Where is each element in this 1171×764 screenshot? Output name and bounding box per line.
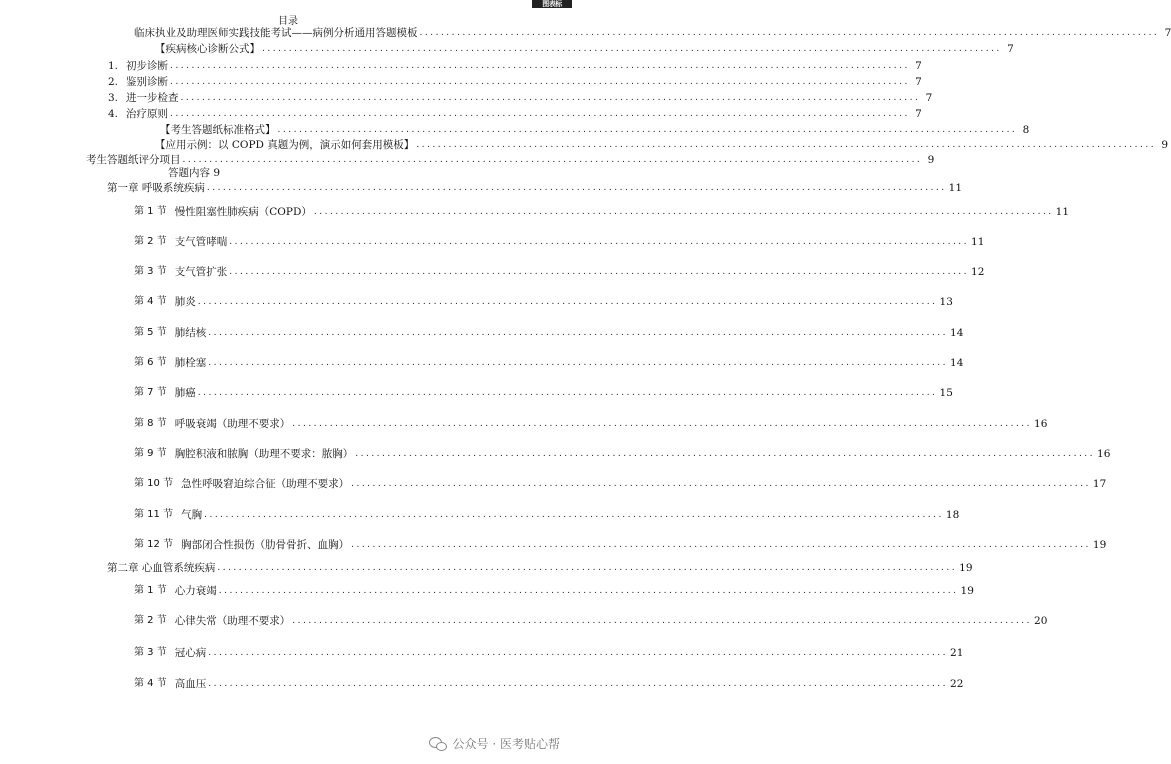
toc-entry-text: 肺栓塞 bbox=[174, 357, 207, 369]
leader-dots: .......................................................................................................................................... bbox=[204, 510, 944, 520]
leader-dots: .......................................................................................................................................... bbox=[262, 44, 1002, 54]
toc-section[interactable] bbox=[134, 417, 1048, 431]
toc-entry-text: 冠心病 bbox=[174, 647, 207, 659]
toc-entry-text: 肺炎 bbox=[174, 296, 196, 308]
toc-section-label: 第 3 节 bbox=[134, 647, 167, 658]
leader-dots: .......................................................................................................................................... bbox=[208, 679, 949, 689]
watermark-text: 公众号 · 医考贴心帮 bbox=[452, 737, 560, 751]
toc-entry-text: 心力衰竭 bbox=[174, 585, 217, 597]
leader-dots: .......................................................................................................................................... bbox=[292, 616, 1033, 626]
toc-entry-page: 7 bbox=[915, 60, 922, 72]
leader-dots: .......................................................................................................................................... bbox=[292, 419, 1033, 429]
toc-entry-text: 支气管扩张 bbox=[174, 266, 228, 278]
toc-entry[interactable] bbox=[108, 91, 933, 105]
toc-entry-text: 考生答题纸评分项目 bbox=[86, 154, 181, 166]
toc-entry[interactable] bbox=[155, 138, 1169, 152]
toc-entry-text: 肺结核 bbox=[174, 327, 207, 339]
toc-section-label: 第 3 节 bbox=[134, 266, 167, 277]
toc-section[interactable] bbox=[134, 538, 1107, 552]
toc-entry-page: 12 bbox=[971, 266, 985, 278]
leader-dots: .......................................................................................................................................... bbox=[218, 586, 959, 596]
watermark bbox=[429, 735, 560, 752]
toc-entry-number: 2. bbox=[108, 76, 119, 88]
toc-section[interactable] bbox=[134, 265, 985, 279]
toc-entry-text: 【考生答题纸标准格式】 bbox=[160, 124, 276, 136]
toc-section-label: 第 4 节 bbox=[134, 678, 167, 689]
toc-section-label: 第 12 节 bbox=[134, 539, 174, 550]
toc-entry-page: 16 bbox=[1034, 418, 1048, 430]
leader-dots: .......................................................................................................................................... bbox=[208, 328, 949, 338]
leader-dots: .......................................................................................................................................... bbox=[277, 125, 1018, 135]
leader-dots: .......................................................................................................................................... bbox=[197, 388, 938, 398]
toc-section-label: 第 4 节 bbox=[134, 296, 167, 307]
toc-entry-text: 临床执业及助理医师实践技能考试——病例分析通用答题模板 bbox=[134, 27, 418, 39]
leader-dots: .......................................................................................................................................... bbox=[197, 297, 938, 307]
toc-entry[interactable] bbox=[108, 59, 922, 73]
leader-dots: .......................................................................................................................................... bbox=[229, 237, 970, 247]
leader-dots: .......................................................................................................................................... bbox=[416, 140, 1157, 150]
toc-entry-text: 心律失常（助理不要求） bbox=[174, 615, 291, 627]
toc-section[interactable] bbox=[134, 326, 964, 340]
toc-entry-text: 呼吸衰竭（助理不要求） bbox=[174, 418, 291, 430]
toc-entry-page: 18 bbox=[945, 509, 960, 521]
leader-dots: .......................................................................................................................................... bbox=[170, 77, 910, 87]
toc-entry-text: 【疾病核心诊断公式】 bbox=[155, 43, 260, 55]
toc-section[interactable] bbox=[134, 646, 964, 660]
leader-dots: .......................................................................................................................................... bbox=[351, 479, 1091, 489]
toc-section[interactable] bbox=[134, 447, 1111, 461]
toc-entry[interactable] bbox=[134, 26, 1171, 40]
leader-dots: .......................................................................................................................................... bbox=[355, 449, 1096, 459]
toc-entry[interactable] bbox=[160, 123, 1030, 137]
toc-entry-text: 第一章 呼吸系统疾病 bbox=[107, 182, 205, 194]
toc-entry[interactable] bbox=[155, 42, 1014, 56]
leader-dots: .......................................................................................................................................... bbox=[217, 563, 958, 573]
toc-entry-page: 20 bbox=[1034, 615, 1048, 627]
toc-entry[interactable] bbox=[108, 75, 922, 89]
leader-dots: .......................................................................................................................................... bbox=[351, 540, 1091, 550]
leader-dots: .......................................................................................................................................... bbox=[419, 28, 1160, 38]
toc-entry-text: 答题内容 9 bbox=[168, 167, 221, 179]
leader-dots: .......................................................................................................................................... bbox=[208, 648, 949, 658]
leader-dots: .......................................................................................................................................... bbox=[182, 155, 923, 165]
toc-entry-text: 进一步检查 bbox=[126, 92, 179, 104]
toc-entry-text: 肺癌 bbox=[174, 387, 196, 399]
toc-entry-number: 1. bbox=[108, 60, 119, 72]
toc-entry-text: 治疗原则 bbox=[126, 108, 169, 120]
toc-entry-page: 14 bbox=[950, 327, 964, 339]
leader-dots: .......................................................................................................................................... bbox=[180, 93, 921, 103]
toc-entry-page: 11 bbox=[1055, 206, 1070, 218]
leader-dots: .......................................................................................................................................... bbox=[170, 61, 910, 71]
corner-mark: 图表标 bbox=[532, 0, 572, 8]
toc-chapter[interactable] bbox=[107, 561, 973, 575]
toc-entry-text: 【应用示例：以 COPD 真题为例，演示如何套用模板】 bbox=[155, 139, 415, 151]
toc-section[interactable] bbox=[134, 584, 974, 598]
leader-dots: .......................................................................................................................................... bbox=[206, 183, 947, 193]
toc-entry-page: 7 bbox=[925, 92, 933, 104]
toc-entry-number: 3. bbox=[108, 92, 119, 104]
leader-dots: .......................................................................................................................................... bbox=[313, 207, 1054, 217]
toc-entry-text: 高血压 bbox=[174, 678, 207, 690]
toc-entry-page: 16 bbox=[1097, 448, 1111, 460]
toc-entry[interactable] bbox=[108, 107, 922, 121]
toc-entry-page: 21 bbox=[950, 647, 964, 659]
toc-section[interactable] bbox=[134, 235, 985, 249]
leader-dots: .......................................................................................................................................... bbox=[170, 109, 910, 119]
toc-entry-page: 19 bbox=[960, 585, 974, 597]
toc-section-label: 第 8 节 bbox=[134, 418, 167, 429]
toc-section-label: 第 1 节 bbox=[134, 585, 167, 596]
toc-section[interactable] bbox=[134, 614, 1048, 628]
leader-dots: .......................................................................................................................................... bbox=[229, 267, 970, 277]
toc-entry-text: 气胸 bbox=[181, 509, 203, 521]
toc-entry-text: 慢性阻塞性肺疾病（COPD） bbox=[174, 206, 312, 218]
toc-section[interactable] bbox=[134, 508, 960, 522]
toc-section-label: 第 1 节 bbox=[134, 206, 167, 217]
toc-entry-text: 急性呼吸窘迫综合征（助理不要求） bbox=[181, 478, 350, 490]
toc-entry-text: 胸部闭合性损伤（肋骨骨折、血胸） bbox=[181, 539, 350, 551]
toc-entry[interactable] bbox=[168, 166, 220, 180]
toc-entry-page: 7 bbox=[915, 76, 922, 88]
toc-entry-text: 鉴别诊断 bbox=[126, 76, 169, 88]
toc-entry-page: 15 bbox=[939, 387, 953, 399]
toc-section[interactable] bbox=[134, 477, 1107, 491]
toc-entry[interactable] bbox=[86, 153, 935, 167]
toc-entry-page: 8 bbox=[1022, 124, 1030, 136]
toc-entry-page: 22 bbox=[950, 678, 964, 690]
toc-section[interactable] bbox=[134, 386, 953, 400]
toc-section-label: 第 9 节 bbox=[134, 448, 167, 459]
toc-section[interactable] bbox=[134, 205, 1070, 219]
leader-dots: .......................................................................................................................................... bbox=[208, 358, 949, 368]
wechat-icon bbox=[429, 737, 447, 751]
toc-section[interactable] bbox=[134, 677, 964, 691]
toc-entry-page: 14 bbox=[950, 357, 964, 369]
toc-entry-page: 13 bbox=[939, 296, 953, 308]
toc-section-label: 第 2 节 bbox=[134, 236, 167, 247]
toc-entry-page: 9 bbox=[1161, 139, 1169, 151]
toc-entry-text: 支气管哮喘 bbox=[174, 236, 228, 248]
toc-section-label: 第 6 节 bbox=[134, 357, 167, 368]
toc-entry-number: 4. bbox=[108, 108, 119, 120]
toc-entry-page: 7 bbox=[1007, 43, 1014, 55]
toc-entry-text: 初步诊断 bbox=[126, 60, 169, 72]
toc-entry-text: 第二章 心血管系统疾病 bbox=[107, 562, 216, 574]
toc-section-label: 第 10 节 bbox=[134, 478, 174, 489]
toc-title: 目录 bbox=[278, 16, 298, 27]
toc-entry-page: 19 bbox=[959, 562, 973, 574]
toc-section-label: 第 11 节 bbox=[134, 509, 174, 520]
toc-entry-page: 7 bbox=[915, 108, 922, 120]
toc-entry-text: 胸腔积液和脓胸（助理不要求：脓胸） bbox=[174, 448, 354, 460]
toc-entry-page: 17 bbox=[1092, 478, 1107, 490]
toc-section-label: 第 7 节 bbox=[134, 387, 167, 398]
toc-section[interactable] bbox=[134, 295, 953, 309]
toc-entry-page: 19 bbox=[1092, 539, 1107, 551]
toc-entry-page: 9 bbox=[927, 154, 935, 166]
toc-section-label: 第 2 节 bbox=[134, 615, 167, 626]
toc-entry-page: 7 bbox=[1164, 27, 1171, 39]
toc-entry-page: 11 bbox=[971, 236, 985, 248]
toc-chapter[interactable] bbox=[107, 181, 963, 195]
toc-section-label: 第 5 节 bbox=[134, 327, 167, 338]
toc-section[interactable] bbox=[134, 356, 964, 370]
toc-entry-page: 11 bbox=[948, 182, 963, 194]
